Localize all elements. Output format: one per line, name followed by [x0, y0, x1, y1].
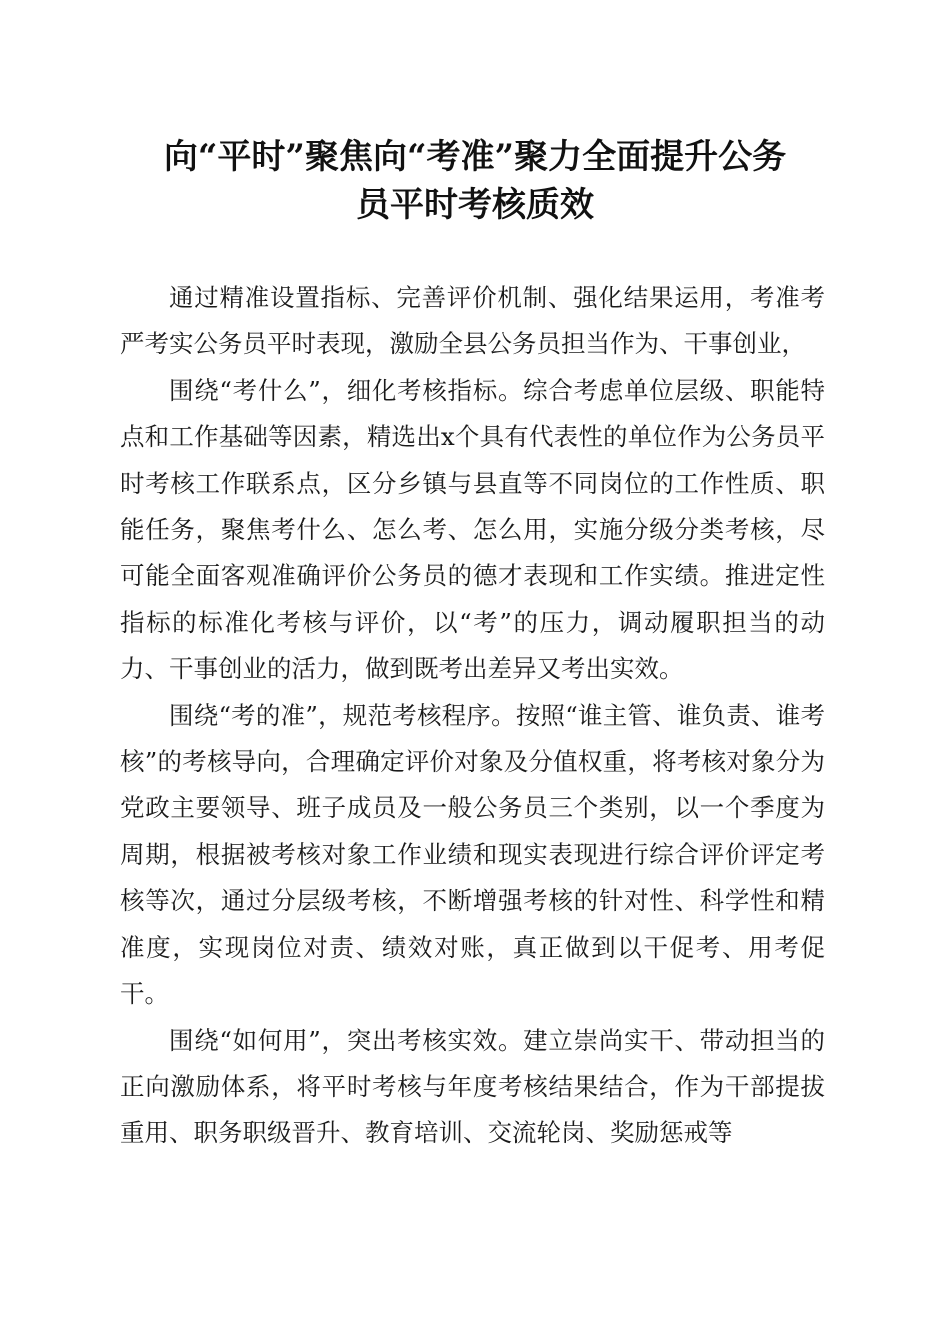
title-line-1: 向“平时”聚焦向“考准”聚力全面提升公务 — [163, 137, 787, 177]
document-title — [100, 133, 850, 229]
paragraph-accurate-assessment: 围绕“考的准”，规范考核程序。按照“谁主管、谁负责、谁考核”的考核导向，合理确定评价对象及分值权重，将考核对象分为党政主要领导、班子成员及一般公务员三个类别，以一个季度为周期，根据被考核对象工作业绩和现实表现进行综合评价评定考核等次，通过分层级考核，不断增强考核的针对性、科学性和精准度，实现岗位对责、绩效对账，真正做到以干促考、用考促干。 — [120, 700, 825, 1009]
paragraph-what-to-assess: 围绕“考什么”，细化考核指标。综合考虑单位层级、职能特点和工作基础等因素，精选出x个具有代表性的单位作为公务员平时考核工作联系点，区分乡镇与县直等不同岗位的工作性质、职能任务，聚焦考什么、怎么考、怎么用，实施分级分类考核，尽可能全面客观准确评价公务员的德才表现和工作实绩。推进定性指标的标准化考核与评价，以“考”的压力，调动履职担当的动力、干事创业的活力，做到既考出差异又考出实效。 — [120, 375, 825, 684]
paragraph-how-to-use: 围绕“如何用”，突出考核实效。建立崇尚实干、带动担当的正向激励体系，将平时考核与年度考核结果结合，作为干部提拔重用、职务职级晋升、教育培训、交流轮岗、奖励惩戒等 — [120, 1025, 825, 1148]
document-body — [120, 275, 825, 1157]
paragraph-intro: 通过精准设置指标、完善评价机制、强化结果运用，考准考严考实公务员平时表现，激励全县公务员担当作为、干事创业， — [120, 283, 825, 359]
title-line-2: 员平时考核质效 — [356, 185, 594, 225]
